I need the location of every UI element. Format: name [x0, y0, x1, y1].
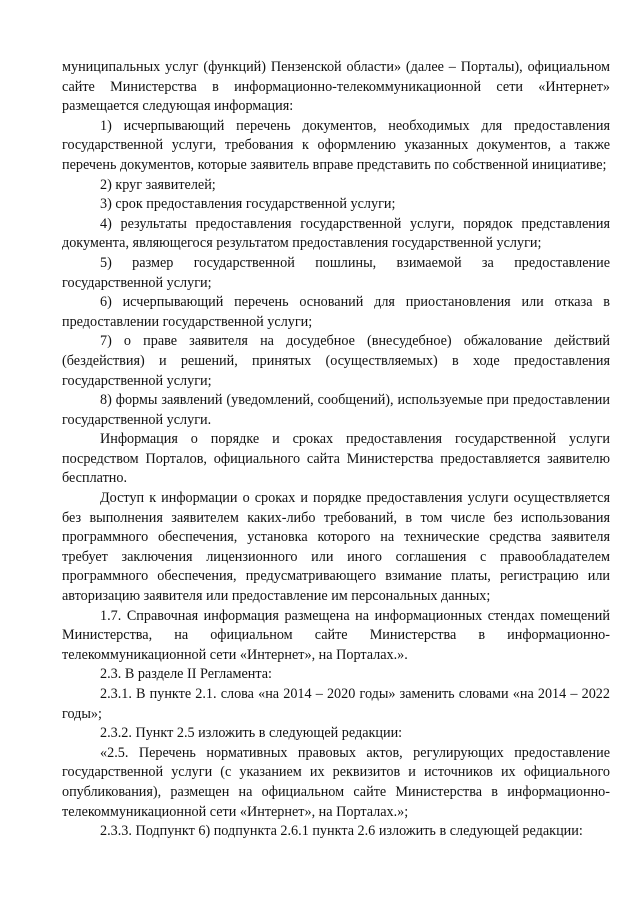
paragraph-free-info: Информация о порядке и сроках предоставления государственной услуги посредством Порталов, официального сайта Министерства предоставляется заявителю бесплатно.	[62, 431, 610, 487]
paragraph-clause-2-3-1: 2.3.1. В пункте 2.1. слова «на 2014 – 2020 годы» заменить словами «на 2014 – 2022 годы»;	[62, 686, 610, 722]
paragraph-list-item-3: 3) срок предоставления государственной услуги;	[100, 196, 396, 213]
paragraph-clause-2-3-3: 2.3.3. Подпункт 6) подпункта 2.6.1 пункта 2.6 изложить в следующей редакции:	[100, 823, 583, 840]
paragraph-clause-2-3-2: 2.3.2. Пункт 2.5 изложить в следующей редакции:	[100, 725, 403, 742]
paragraph-clause-2-5-quote: «2.5. Перечень нормативных правовых актов, регулирующих предоставление государственной услуги (с указанием их реквизитов и источников их официального опубликования), размещен на официальном сайте Министерства в информационно-телекоммуникационной сети «Интернет», на Порталах.»;	[62, 744, 610, 820]
paragraph-access-info: Доступ к информации о сроках и порядке предоставления услуги осуществляется без выполнения заявителем каких-либо требований, в том числе без использования программного обеспечения, установка которого на технические средства заявителя требует заключения лицензионного или иного соглашения с правообладателем программного обеспечения, предусматривающего взимание платы, регистрацию или авторизацию заявителя или предоставление им персональных данных;	[62, 490, 610, 605]
paragraph-clause-1-7: 1.7. Справочная информация размещена на информационных стендах помещений Министерства, на официальном сайте Министерства в информационно-телекоммуникационной сети «Интернет», на Порталах.».	[62, 607, 610, 663]
paragraph-list-item-6: 6) исчерпывающий перечень оснований для приостановления или отказа в предоставлении государственной услуги;	[62, 294, 610, 330]
paragraph-clause-2-3: 2.3. В разделе II Регламента:	[100, 666, 272, 683]
paragraph-list-item-1: 1) исчерпывающий перечень документов, необходимых для предоставления государственной услуги, требования к оформлению указанных документов, а также перечень документов, которые заявитель вправе представить по собственной инициативе;	[62, 117, 610, 173]
paragraph-list-item-8: 8) формы заявлений (уведомлений, сообщений), используемые при предоставлении государственной услуги.	[62, 392, 610, 428]
paragraph: муниципальных услуг (функций) Пензенской области» (далее – Порталы), официальном сайте Министерства в информационно-телекоммуникационной сети «Интернет» размещается следующая информация:	[62, 59, 610, 115]
paragraph-list-item-7: 7) о праве заявителя на досудебное (внесудебное) обжалование действий (бездействия) и решений, принятых (осуществляемых) в ходе предоставления государственной услуги;	[62, 333, 610, 389]
paragraph-list-item-4: 4) результаты предоставления государственной услуги, порядок представления документа, являющегося результатом предоставления государственной услуги;	[62, 215, 610, 252]
paragraph-list-item-5: 5) размер государственной пошлины, взимаемой за предоставление государственной услуги;	[62, 254, 610, 291]
paragraph-list-item-2: 2) круг заявителей;	[100, 176, 216, 193]
document-page	[62, 58, 610, 842]
